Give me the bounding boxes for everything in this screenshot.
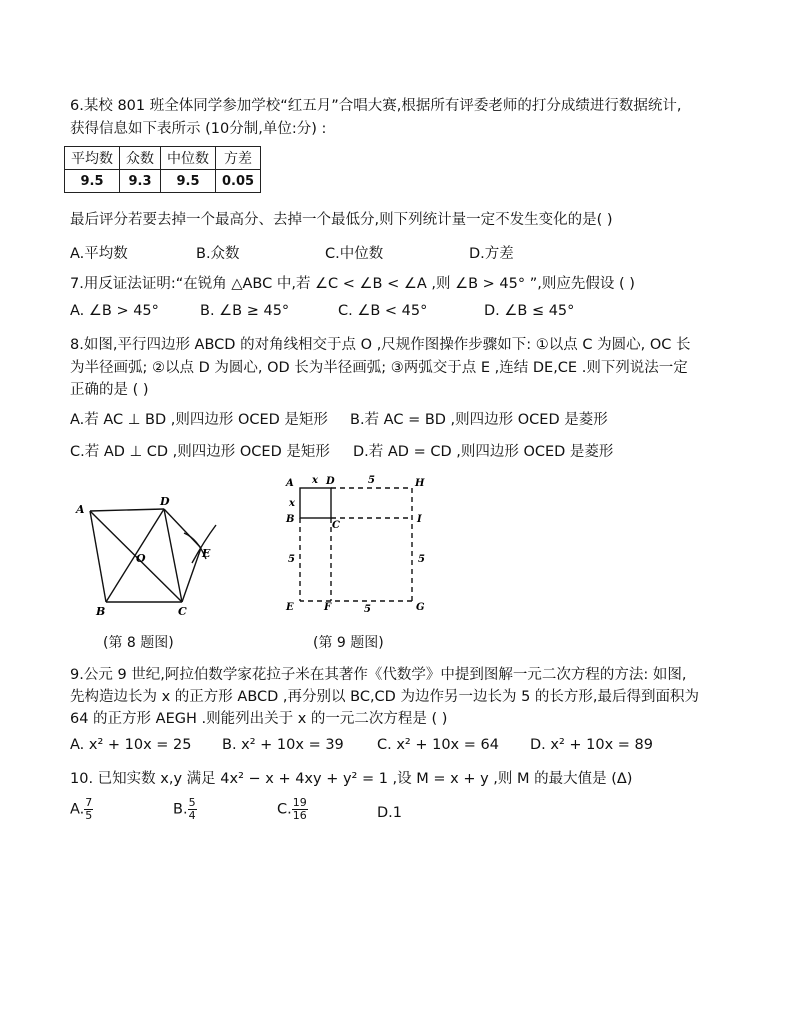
label-i: I — [417, 514, 422, 525]
label-5-top: 5 — [368, 475, 375, 486]
label-d: D — [160, 495, 170, 508]
table-header: 众数 — [120, 147, 161, 170]
label-x-top: x — [312, 475, 318, 486]
q10-option-c — [277, 797, 308, 822]
q6-stem-line1: 6.某校 801 班全体同学参加学校“红五月”合唱大赛,根据所有评委老师的打分成绩进行数据统计, — [70, 98, 682, 114]
numerator: 19 — [292, 796, 307, 809]
label-a: A — [76, 503, 85, 516]
label-e: E — [202, 547, 211, 560]
q6-stats-table — [64, 146, 261, 193]
label-d: D — [326, 476, 335, 487]
table-header: 中位数 — [161, 147, 216, 170]
table-cell: 0.05 — [216, 170, 261, 193]
q9-figure-caption: (第 9 题图) — [313, 635, 384, 651]
q10-stem: 10. 已知实数 x,y 满足 4x² − x + 4xy + y² = 1 ,设 M = x + y ,则 M 的最大值是 (Δ) — [70, 771, 633, 787]
fraction — [188, 797, 197, 822]
segment-dc — [164, 509, 182, 602]
label-a: A — [286, 478, 294, 489]
option-value: 1 — [392, 805, 403, 821]
q7-option-b: B. ∠B ≥ 45° — [200, 303, 290, 319]
q6-option-b: B.众数 — [196, 246, 240, 262]
option-prefix: B. — [173, 801, 188, 818]
q9-stem-line2: 先构造边长为 x 的正方形 ABCD ,再分别以 BC,CD 为边作另一边长为 5 的长方形,最后得到面积为 — [70, 689, 700, 705]
label-h: H — [415, 478, 425, 489]
q6-option-c: C.中位数 — [325, 246, 384, 262]
label-f: F — [324, 602, 332, 613]
dashed-outline — [300, 488, 412, 601]
q9-option-b: B. x² + 10x = 39 — [222, 737, 344, 753]
square-abcd — [300, 488, 331, 518]
table-cell: 9.5 — [65, 170, 120, 193]
diagonal-bd — [106, 509, 164, 602]
label-5-right: 5 — [418, 554, 425, 565]
q8-stem-line3: 正确的是 ( ) — [70, 382, 149, 398]
label-b: B — [286, 514, 295, 525]
denominator: 5 — [85, 809, 93, 822]
label-5-left: 5 — [288, 554, 295, 565]
denominator: 16 — [292, 809, 307, 822]
q9-option-a: A. x² + 10x = 25 — [70, 737, 192, 753]
label-c: C — [332, 520, 340, 531]
denominator: 4 — [188, 809, 196, 822]
q8-option-a: A.若 AC ⊥ BD ,则四边形 OCED 是矩形 — [70, 412, 328, 428]
q7-option-c: C. ∠B < 45° — [338, 303, 428, 319]
q9-option-d: D. x² + 10x = 89 — [530, 737, 653, 753]
table-header: 平均数 — [65, 147, 120, 170]
q9-stem-line1: 9.公元 9 世纪,阿拉伯数学家花拉子米在其著作《代数学》中提到图解一元二次方程的方法: 如图, — [70, 667, 687, 683]
q8-option-d: D.若 AD = CD ,则四边形 OCED 是菱形 — [353, 444, 614, 460]
q8-figure — [70, 495, 230, 625]
segment-ce — [182, 548, 201, 602]
q8-figure-caption: (第 8 题图) — [103, 635, 174, 651]
fraction — [292, 797, 308, 822]
label-5-bottom: 5 — [364, 604, 371, 615]
label-e: E — [286, 602, 294, 613]
option-prefix: A. — [70, 801, 85, 818]
q8-stem-line2: 为半径画弧; ②以点 D 为圆心, OD 长为半径画弧; ③两弧交于点 E ,连结 DE,CE .则下列说法一定 — [70, 360, 688, 376]
q7-option-d: D. ∠B ≤ 45° — [484, 303, 575, 319]
label-x-left: x — [289, 498, 295, 509]
label-c: C — [178, 605, 187, 618]
q9-stem-line3: 64 的正方形 AEGH .则能列出关于 x 的一元二次方程是 ( ) — [70, 711, 448, 727]
label-o: O — [136, 552, 146, 565]
table-header: 方差 — [216, 147, 261, 170]
table-cell: 9.5 — [161, 170, 216, 193]
q10-option-a — [70, 797, 93, 822]
q8-option-b: B.若 AC = BD ,则四边形 OCED 是菱形 — [350, 412, 608, 428]
label-b: B — [96, 605, 106, 618]
option-prefix: D. — [377, 805, 393, 821]
q7-option-a: A. ∠B > 45° — [70, 303, 159, 319]
q8-stem-line1: 8.如图,平行四边形 ABCD 的对角线相交于点 O ,尺规作图操作步骤如下: ①以点 C 为圆心, OC 长 — [70, 337, 691, 353]
q6-option-a: A.平均数 — [70, 246, 128, 262]
label-g: G — [416, 602, 425, 613]
q9-figure — [280, 470, 430, 618]
q7-stem: 7.用反证法证明:“在锐角 △ABC 中,若 ∠C < ∠B < ∠A ,则 ∠B > 45° ”,则应先假设 ( ) — [70, 276, 635, 292]
q6-question: 最后评分若要去掉一个最高分、去掉一个最低分,则下列统计量一定不发生变化的是( ) — [70, 212, 613, 228]
q10-option-d — [377, 805, 402, 821]
numerator: 7 — [85, 796, 93, 809]
fraction — [84, 797, 93, 822]
option-prefix: C. — [277, 801, 292, 818]
q8-option-c: C.若 AD ⊥ CD ,则四边形 OCED 是矩形 — [70, 444, 330, 460]
segment-ad — [90, 509, 164, 511]
numerator: 5 — [188, 796, 196, 809]
q6-stem-line2: 获得信息如下表所示 (10分制,单位:分) : — [70, 121, 327, 137]
q10-option-b — [173, 797, 197, 822]
table-cell: 9.3 — [120, 170, 161, 193]
q9-option-c: C. x² + 10x = 64 — [377, 737, 499, 753]
q6-option-d: D.方差 — [469, 246, 514, 262]
